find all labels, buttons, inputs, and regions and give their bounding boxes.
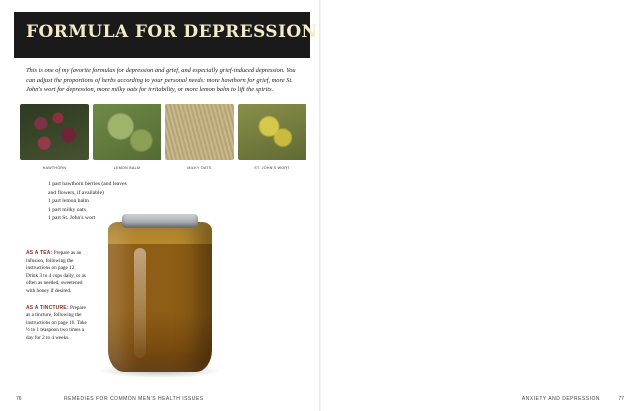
preparation-notes [26, 250, 88, 352]
note-heading: AS A TEA: [26, 250, 53, 256]
herb-caption: LEMON BALM [113, 166, 141, 170]
right-page [320, 0, 640, 411]
ingredient-line: 1 part St. John's wort [48, 215, 96, 222]
tea-jar-photo [96, 214, 224, 378]
hawthorn-berries-image [20, 104, 89, 160]
folio-page-number-left: 76 [16, 396, 22, 402]
herb-photo-strip [20, 104, 306, 170]
herb-caption: ST. JOHN'S WORT [254, 166, 290, 170]
ingredient-line: 1 part lemon balm [48, 198, 89, 205]
st-johns-wort-image [238, 104, 307, 160]
note-body: Prepare as an infusion, following the instructions on page 12. Drink 3 to 4 cups daily, or as often as needed, sweetened with honey if desired. [26, 250, 86, 294]
running-head-right: ANXIETY AND DEPRESSION [521, 396, 600, 402]
ingredient-line: 1 part hawthorn berries (and leaves [48, 181, 127, 187]
herb-caption: HAWTHORN [42, 166, 67, 170]
running-head-left: REMEDIES FOR COMMON MEN'S HEALTH ISSUES [64, 396, 204, 402]
lemon-balm-image [93, 104, 162, 160]
note-as-a-tea [26, 250, 88, 296]
note-heading: AS A TINCTURE: [26, 304, 69, 311]
page-gutter [319, 0, 321, 411]
ingredient-line: and flowers, if available) [48, 189, 104, 196]
ingredient-line: 1 part milky oats [48, 206, 86, 213]
formula-intro-paragraph: This is one of my favorite formulas for depression and grief, and especially grief-induced depression. You can adjust the proportions of herbs according to your personal needs: more hawthorn for grief, more St. John's wort for depression, more milky oats for irritability, or more lemon balm to lift the spirits. [26, 67, 296, 94]
herb-photo-hawthorn [20, 104, 89, 170]
page-title: FORMULA FOR DEPRESSION [26, 22, 318, 42]
note-body: Prepare as a tincture, following the instructions on page 16. Take ½ to 1 teaspoon two times a day for 2 to 4 weeks. [26, 304, 87, 341]
herb-photo-st-johns-wort [238, 104, 307, 170]
herb-photo-milky-oats [165, 104, 234, 170]
herb-photo-lemon-balm [93, 104, 162, 170]
herb-caption: MILKY OATS [187, 166, 212, 170]
jar-lid [122, 214, 198, 228]
glass-jar-image [108, 222, 212, 372]
milky-oats-image [165, 104, 234, 160]
folio-page-number-right: 77 [618, 396, 624, 402]
jar-highlight [134, 248, 146, 358]
note-as-a-tincture [26, 305, 88, 343]
